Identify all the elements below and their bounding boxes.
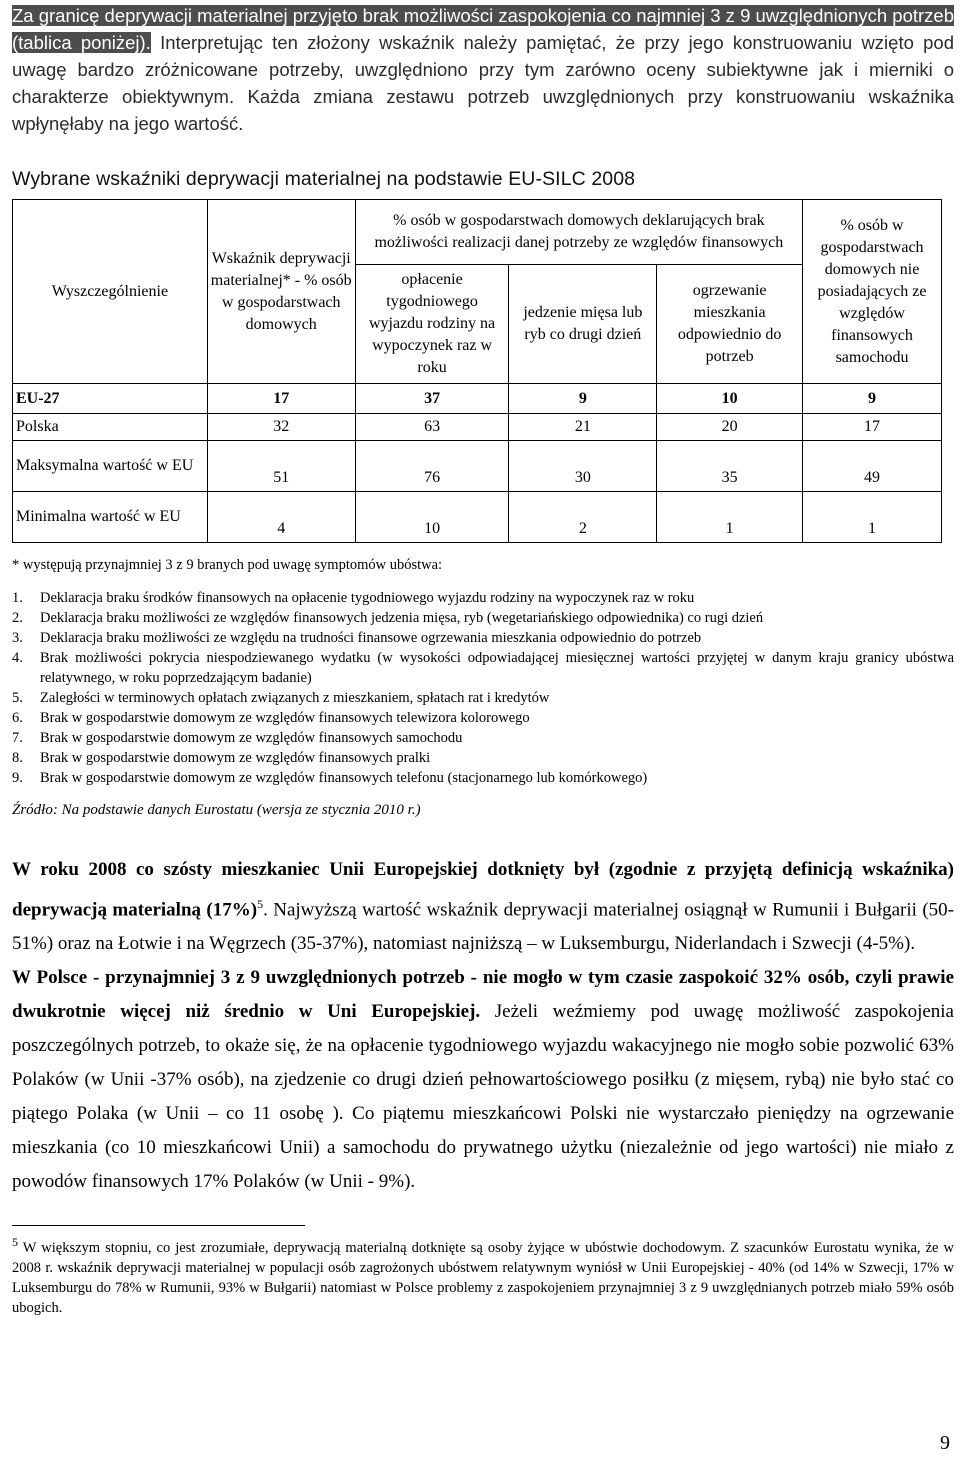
- list-number: 2.: [12, 610, 23, 626]
- intro-paragraph: [12, 2, 954, 137]
- list-number: 7.: [12, 730, 23, 746]
- cell: 76: [355, 441, 509, 492]
- table-note-star: * występują przynajmniej 3 z 9 branych pod uwagę symptomów ubóstwa:: [12, 557, 443, 573]
- list-number: 4.: [12, 650, 23, 666]
- cell: 1: [803, 492, 942, 543]
- body-text: [12, 853, 954, 1199]
- cell: 10: [355, 492, 509, 543]
- table-row: [13, 414, 942, 441]
- list-item: [12, 768, 954, 788]
- list-number: 9.: [12, 770, 23, 786]
- header-wskaznik: Wskaźnik deprywacji materialnej* - % osób w gospodarstwach domowych: [207, 200, 355, 384]
- table-source: Źródło: Na podstawie danych Eurostatu (wersja ze stycznia 2010 r.): [12, 802, 421, 818]
- subheader-wyjazd: opłacenie tygodniowego wyjazdu rodziny na wypoczynek raz w roku: [355, 265, 509, 384]
- deprivation-table: [12, 199, 942, 543]
- list-item: [12, 628, 954, 648]
- list-item: [12, 728, 954, 748]
- body-paragraph-2: [12, 961, 954, 1199]
- symptom-list: [12, 588, 954, 788]
- body-bold-lead: W roku 2008 co szósty mieszkaniec Unii Europejskiej dotknięty był (zgodnie z przyjętą definicją wskaźnika) deprywacją materialną (17%): [12, 859, 954, 921]
- footnote-mark: 5: [12, 1235, 18, 1250]
- list-text: Zaległości w terminowych opłatach związanych z mieszkaniem, spłatach rat i kredytów: [40, 690, 550, 706]
- cell: 20: [657, 414, 803, 441]
- cell: 9: [803, 384, 942, 414]
- header-samochod: % osób w gospodarstwach domowych nie posiadających ze względów finansowych samochodu: [803, 200, 942, 384]
- table-title: Wybrane wskaźniki deprywacji materialnej na podstawie EU-SILC 2008: [12, 168, 636, 190]
- header-group: % osób w gospodarstwach domowych deklarujących brak możliwości realizacji danej potrzeby ze względów finansowych: [355, 200, 802, 265]
- cell: 21: [509, 414, 657, 441]
- list-item: [12, 588, 954, 608]
- list-item: [12, 688, 954, 708]
- page-number: 9: [940, 1432, 950, 1454]
- table-row: [13, 441, 942, 492]
- table-row: [13, 492, 942, 543]
- list-item: [12, 648, 954, 688]
- list-text: Brak w gospodarstwie domowym ze względów finansowych samochodu: [40, 730, 463, 746]
- footnote-ref: 5: [257, 897, 264, 911]
- footnote-divider: [12, 1225, 305, 1226]
- cell: 49: [803, 441, 942, 492]
- cell: 35: [657, 441, 803, 492]
- list-text: Deklaracja braku możliwości ze względu na trudności finansowe ogrzewania mieszkania odpowiednio do potrzeb: [40, 630, 702, 646]
- body-bold-lead: W Polsce - przynajmniej 3 z 9 uwzględnionych potrzeb - nie mogło w tym czasie zaspokoić 32% osób, czyli prawie dwukrotnie więcej niż średnio w Uni Europejskiej.: [12, 967, 954, 1023]
- list-number: 8.: [12, 750, 23, 766]
- list-item: [12, 708, 954, 728]
- cell: 2: [509, 492, 657, 543]
- document-page: [12, 0, 954, 1318]
- cell: 30: [509, 441, 657, 492]
- list-text: Brak w gospodarstwie domowym ze względów finansowych telewizora kolorowego: [40, 710, 530, 726]
- list-item: [12, 748, 954, 768]
- list-number: 1.: [12, 590, 23, 606]
- cell: 32: [207, 414, 355, 441]
- cell: 10: [657, 384, 803, 414]
- cell: 9: [509, 384, 657, 414]
- row-label: Maksymalna wartość w EU: [13, 441, 208, 492]
- cell: 1: [657, 492, 803, 543]
- body-text-span: Jeżeli weźmiemy pod uwagę możliwość zaspokojenia poszczególnych potrzeb, to okaże się, że na opłacenie tygodniowego wyjazdu wakacyjnego nie mogło sobie pozwolić 63% Polaków (w Unii -37% osób), na zjedzenie co drugi dzień pełnowartościowego posiłku (z mięsem, rybą) nie było stać co piątego Polaka (w Unii – co 11 osobę ). Co piątemu mieszkańcowi Polski nie wystarczało pieniędzy na ogrzewanie mieszkania (co 10 mieszkańcowi Unii) a samochodu do prywatnego użytku (niezależnie od jego wartości) nie miało z powodów finansowych 17% Polaków (w Unii - 9%).: [12, 1001, 954, 1193]
- list-item: [12, 608, 954, 628]
- subheader-ogrzewanie: ogrzewanie mieszkania odpowiednio do potrzeb: [657, 265, 803, 384]
- footnote-text: W większym stopniu, co jest zrozumiałe, deprywacją materialną dotknięte są osoby żyjące w ubóstwie dochodowym. Z szacunków Eurostatu wynika, że w 2008 r. wskaźnik deprywacji materialnej w populacji osób zagrożonych ubóstwem relatywnym wyniósł w Unii Europejskiej - 40% (od 14% w Szwecji, 17% w Luksemburgu do 78% w Rumunii, 93% w Bułgarii) natomiast w Polsce problemy z zaspokojeniem przynajmniej 3 z 9 uwzględnianych potrzeb miało 59% osób ubogich.: [12, 1240, 954, 1317]
- cell: 17: [803, 414, 942, 441]
- list-text: Brak w gospodarstwie domowym ze względów finansowych pralki: [40, 750, 431, 766]
- list-text: Brak w gospodarstwie domowym ze względów finansowych telefonu (stacjonarnego lub komórkowego): [40, 770, 648, 786]
- list-text: Deklaracja braku możliwości ze względów finansowych jedzenia mięsa, ryb (wegetariańskiego odpowiednika) co rugi dzień: [40, 610, 764, 626]
- intro-text: Interpretując ten złożony wskaźnik należy pamiętać, że przy jego konstruowaniu wzięto pod uwagę bardzo zróżnicowane potrzeby, uwzględniono przy tym zarówno oceny subiektywne jak i mierniki o charakterze obiektywnym. Każda zmiana zestawu potrzeb uwzględnionych przy konstruowaniu wskaźnika wpłynęłaby na jego wartość.: [12, 32, 955, 134]
- row-label: Minimalna wartość w EU: [13, 492, 208, 543]
- table-header-row: [13, 200, 942, 265]
- cell: 4: [207, 492, 355, 543]
- list-number: 6.: [12, 710, 23, 726]
- table-row: [13, 384, 942, 414]
- list-number: 3.: [12, 630, 23, 646]
- footnote: [12, 1232, 954, 1318]
- list-text: Brak możliwości pokrycia niespodziewanego wydatku (w wysokości odpowiadającej miesięcznej wartości przyjętej w danym kraju granicy ubóstwa relatywnego, w roku poprzedzającym badanie): [40, 650, 954, 686]
- body-paragraph-1: [12, 853, 954, 961]
- cell: 63: [355, 414, 509, 441]
- intro-highlighted-text: Za granicę deprywacji materialnej przyjęto brak możliwości zaspokojenia co najmniej 3 z 9 uwzględnionych potrzeb (tablica poniżej).: [12, 5, 954, 53]
- cell: 17: [207, 384, 355, 414]
- cell: 37: [355, 384, 509, 414]
- row-label: Polska: [13, 414, 208, 441]
- row-label: EU-27: [13, 384, 208, 414]
- body-text-span: . Najwyższą wartość wskaźnik deprywacji materialnej osiągnął w Rumunii i Bułgarii (50-51%) oraz na Łotwie i na Węgrzech (35-37%), natomiast najniższą – w Luksemburgu, Niderlandach i Szwecji (4-5%).: [12, 899, 954, 955]
- list-text: Deklaracja braku środków finansowych na opłacenie tygodniowego wyjazdu rodziny na wypoczynek raz w roku: [40, 590, 695, 606]
- list-number: 5.: [12, 690, 23, 706]
- cell: 51: [207, 441, 355, 492]
- subheader-jedzenie: jedzenie mięsa lub ryb co drugi dzień: [509, 265, 657, 384]
- header-wyszczegolnienie: Wyszczególnienie: [13, 200, 208, 384]
